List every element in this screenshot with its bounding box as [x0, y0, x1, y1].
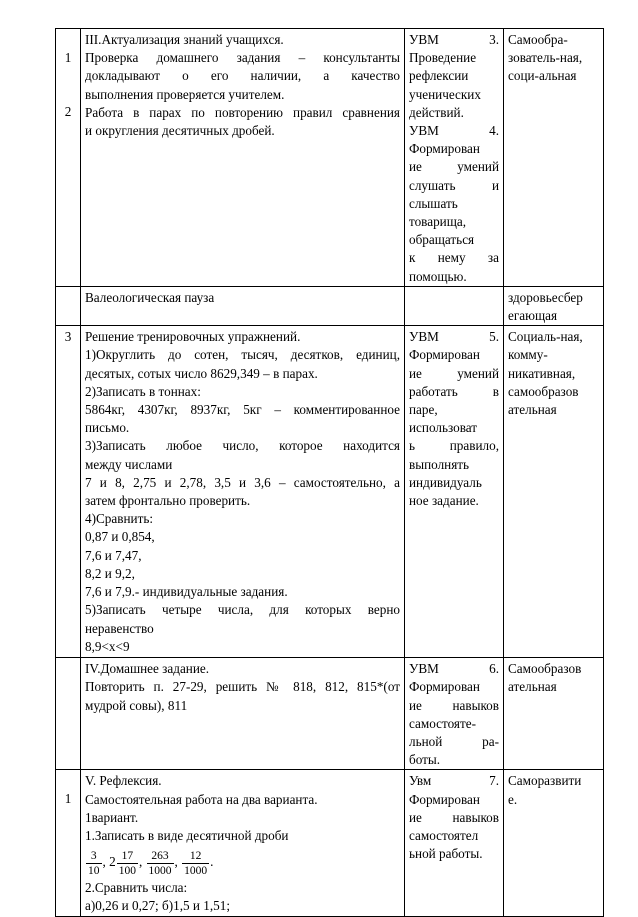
uud-line: ие умений: [409, 159, 499, 175]
uud-line: ьной работы.: [409, 846, 483, 862]
uud-line: товарища,: [409, 214, 467, 230]
fraction: $\frac{263}{1000}$: [148, 849, 172, 877]
uud-line: рефлексии: [409, 68, 469, 84]
uud-line: ь правило,: [409, 438, 499, 454]
uud-line: боты.: [409, 752, 441, 768]
type-line: зователь-ная,: [508, 50, 583, 66]
type-line: ательная: [508, 679, 557, 695]
uud-line: ное задание.: [409, 493, 479, 509]
content-line: 8,9<х<9: [85, 638, 130, 654]
uud-line: Формирован: [409, 679, 480, 695]
uud-cell: [405, 326, 504, 658]
content-line: Работа в парах по повторению правил сравнения: [85, 104, 400, 120]
uud-line: Проведение: [409, 50, 477, 66]
content-line: между числами: [85, 456, 173, 472]
activity-type-cell: [504, 29, 604, 287]
uud-line: работать в: [409, 383, 499, 399]
type-line: е.: [508, 791, 518, 807]
uud-line: Формирован: [409, 141, 480, 157]
uud-line: Увм 7.: [409, 773, 499, 789]
type-line: здоровьесбер: [508, 289, 583, 305]
uud-line: ие умений: [409, 365, 499, 381]
uud-line: Формирован: [409, 347, 480, 363]
uud-line: выполнять: [409, 456, 470, 472]
stage-number: 1: [64, 791, 72, 807]
type-line: Социаль-ная,: [508, 329, 583, 345]
content-line: неравенство: [85, 620, 154, 636]
uud-line: слышать: [409, 195, 458, 211]
content-line: затем фронтально проверить.: [85, 493, 251, 509]
content-line: 7,6 и 7,9.- индивидуальные задания.: [85, 584, 288, 600]
content-line: выполнения проверяется учителем.: [85, 86, 285, 102]
stage-number-cell: [56, 770, 81, 916]
activity-type-cell: [504, 326, 604, 658]
type-line: ательная: [508, 402, 557, 418]
content-line: 8,2 и 9,2,: [85, 565, 135, 581]
content-line: 2)Записать в тоннах:: [85, 383, 201, 399]
fraction-whole: 2: [109, 854, 116, 870]
uud-cell: [405, 658, 504, 770]
content-line: 4)Сравнить:: [85, 511, 154, 527]
uud-cell: [405, 286, 504, 325]
content-line: Валеологическая пауза: [85, 289, 215, 305]
table-row: [56, 770, 604, 916]
fraction: $\frac{12}{1000}$: [184, 849, 208, 877]
activity-type-cell: [504, 286, 604, 325]
fraction-list: $\frac{3}{10}$ , 2 $\frac{17}{100}$ , $\frac{263}{1000}$ , $\frac{12}{1000}$ .: [88, 849, 214, 877]
uud-line: льной ра-: [409, 734, 499, 750]
uud-line: самостояте-: [409, 715, 476, 731]
activity-type-cell: [504, 770, 604, 916]
type-line: соци-альная: [508, 68, 577, 84]
uud-line: УВМ 4.: [409, 123, 499, 139]
content-line: а)0,26 и 0,27; б)1,5 и 1,51;: [85, 898, 230, 914]
uud-cell: [405, 29, 504, 287]
content-line: Проверка домашнего задания – консультанты: [85, 50, 400, 66]
uud-line: самостоятел: [409, 828, 479, 844]
uud-line: слушать и: [409, 177, 499, 193]
type-line: егающая: [508, 308, 558, 324]
type-line: Самообра-: [508, 32, 568, 47]
content-line: 2.Сравнить числа:: [85, 880, 188, 896]
uud-cell: [405, 770, 504, 916]
stage-content-cell: [81, 770, 405, 916]
type-line: Саморазвити: [508, 773, 582, 789]
content-line: III.Актуализация знаний учащихся.: [85, 32, 284, 47]
content-line: 7,6 и 7,47,: [85, 547, 142, 563]
uud-line: ие навыков: [409, 697, 499, 713]
uud-line: ие навыков: [409, 809, 499, 825]
content-line: IV.Домашнее задание.: [85, 661, 210, 677]
uud-line: действий.: [409, 104, 464, 120]
fraction: $\frac{17}{100}$: [118, 849, 136, 877]
content-line: Повторить п. 27-29, решить № 818, 812, 815*(от: [85, 679, 400, 695]
type-line: никативная,: [508, 365, 576, 381]
content-line: 1вариант.: [85, 809, 139, 825]
uud-line: помощью.: [409, 268, 467, 284]
stage-number: 3: [64, 329, 72, 345]
activity-type-cell: [504, 658, 604, 770]
content-line: докладывают о его наличии, а качество: [85, 68, 400, 84]
type-line: комму-: [508, 347, 548, 363]
uud-line: УВМ 6.: [409, 661, 499, 677]
content-line: 1.Записать в виде десятичной дроби: [85, 828, 289, 844]
lesson-plan-table: [55, 28, 604, 917]
stage-content-cell: [81, 286, 405, 325]
content-line: письмо.: [85, 420, 130, 436]
stage-number-cell: [56, 29, 81, 287]
content-line: мудрой совы), 811: [85, 697, 188, 713]
stage-number-cell: [56, 286, 81, 325]
stage-content-cell: [81, 326, 405, 658]
content-line: 0,87 и 0,854,: [85, 529, 155, 545]
fraction: $\frac{3}{10}$: [88, 849, 100, 877]
uud-line: УВМ 5.: [409, 329, 499, 345]
uud-line: Формирован: [409, 791, 480, 807]
table-row: [56, 658, 604, 770]
type-line: Самообразов: [508, 661, 582, 677]
content-line: десятых, сотых число 8629,349 – в парах.: [85, 365, 318, 381]
stage-number: 2: [64, 104, 72, 120]
table-row: [56, 29, 604, 287]
content-line: 5864кг, 4307кг, 8937кг, 5кг – комментированное: [85, 402, 400, 418]
table-row: [56, 326, 604, 658]
stage-number: 1: [64, 50, 72, 65]
content-line: 3)Записать любое число, которое находится: [85, 438, 400, 454]
uud-line: паре,: [409, 402, 438, 418]
content-line: Самостоятельная работа на два варианта.: [85, 791, 318, 807]
uud-line: ученических: [409, 86, 481, 102]
stage-content-cell: [81, 29, 405, 287]
stage-number-cell: [56, 658, 81, 770]
content-line: 5)Записать четыре числа, для которых верно: [85, 602, 400, 618]
uud-line: использоват: [409, 420, 478, 436]
content-line: V. Рефлексия.: [85, 773, 162, 789]
uud-line: индивидуаль: [409, 474, 482, 490]
table-row: [56, 286, 604, 325]
content-line: 7 и 8, 2,75 и 2,78, 3,5 и 3,6 – самостоятельно, а: [85, 474, 400, 490]
type-line: самообразов: [508, 383, 579, 399]
stage-number-cell: [56, 326, 81, 658]
content-line: и округления десятичных дробей.: [85, 123, 275, 139]
content-line: 1)Округлить до сотен, тысяч, десятков, единиц,: [85, 347, 400, 363]
uud-line: обращаться: [409, 232, 475, 248]
content-line: Решение тренировочных упражнений.: [85, 329, 301, 345]
stage-content-cell: [81, 658, 405, 770]
uud-line: к нему за: [409, 250, 499, 266]
uud-line: УВМ 3.: [409, 32, 499, 47]
